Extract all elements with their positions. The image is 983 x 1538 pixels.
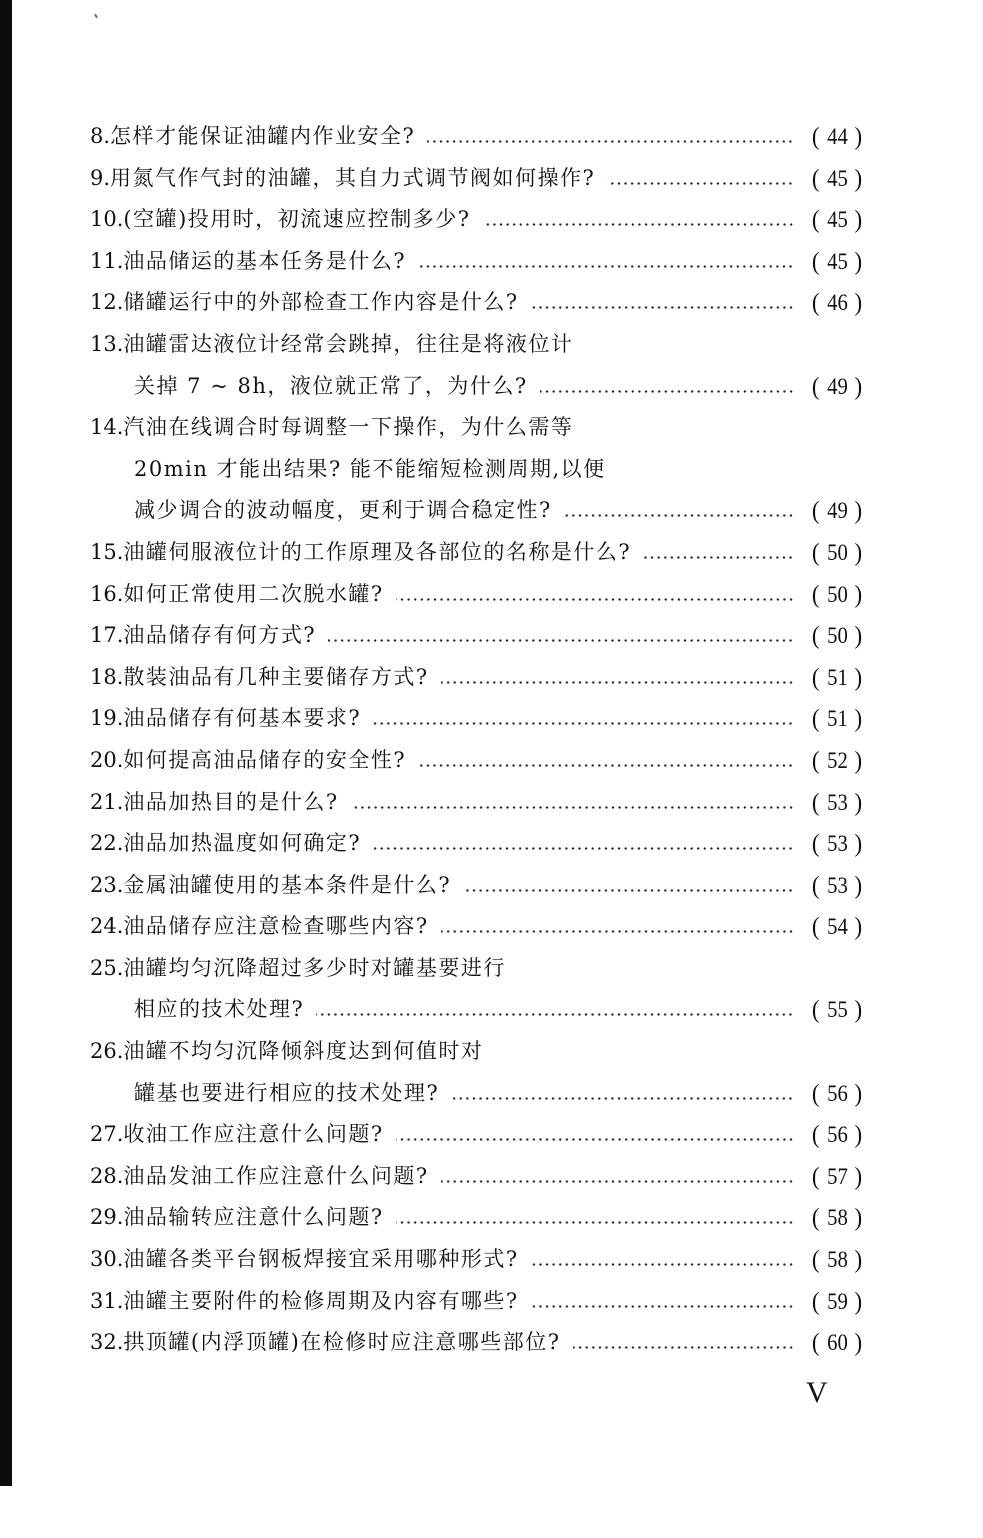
- toc-entry-number: 17.: [90, 623, 124, 648]
- toc-entry-line: [90, 574, 870, 616]
- close-paren: ): [854, 746, 863, 775]
- toc-page-number: [804, 1322, 870, 1364]
- toc-page-number: [804, 823, 870, 865]
- page-number-value: 50: [826, 539, 848, 565]
- open-paren: (: [811, 829, 820, 858]
- close-paren: ): [854, 1245, 863, 1274]
- toc-entry-title: 油品储存应注意检查哪些内容?: [123, 914, 429, 939]
- toc-entry-line: [90, 1197, 870, 1239]
- page-number-value: 53: [826, 789, 848, 815]
- open-paren: (: [811, 205, 820, 234]
- toc-entry-line: [90, 532, 870, 574]
- toc-entry-number: 26.: [90, 1039, 124, 1064]
- toc-entry-title: 油罐雷达液位计经常会跳掉，往往是将液位计: [123, 331, 574, 356]
- open-paren: (: [811, 746, 820, 775]
- page-number-value: 44: [826, 124, 848, 149]
- open-paren: (: [811, 663, 820, 691]
- toc-page-number: [804, 366, 870, 408]
- toc-entry-number: 32.: [90, 1330, 124, 1355]
- toc-entry-line: [90, 698, 870, 740]
- close-paren: ): [854, 1287, 863, 1315]
- open-paren: (: [811, 1328, 820, 1357]
- toc-entry-line: [90, 1031, 870, 1073]
- open-paren: (: [811, 1204, 820, 1232]
- toc-entry-line: [90, 116, 870, 158]
- toc-entry-line: [90, 989, 870, 1031]
- page-number-value: 54: [826, 914, 848, 940]
- close-paren: ): [854, 1204, 863, 1232]
- toc-entry-number: 14.: [90, 415, 124, 440]
- open-paren: (: [811, 372, 820, 400]
- toc-entry-title: 收油工作应注意什么问题?: [123, 1122, 384, 1147]
- close-paren: ): [854, 705, 863, 733]
- dot-leader: [540, 366, 794, 408]
- page-number-value: 49: [826, 373, 848, 399]
- toc-entry-number: 24.: [90, 914, 124, 939]
- toc-entry-number: 19.: [90, 706, 124, 731]
- toc-entry-number: 10.: [90, 207, 124, 232]
- page-number-value: 53: [826, 831, 848, 857]
- toc-page-number: [804, 1073, 870, 1115]
- close-paren: ): [854, 1328, 863, 1357]
- toc-page-number: [804, 490, 870, 532]
- toc-entry-line: [90, 740, 870, 782]
- scan-speck: [94, 14, 98, 18]
- open-paren: (: [811, 996, 820, 1024]
- toc-page-number: [804, 865, 870, 907]
- toc-entry-line: [90, 282, 870, 324]
- page-number-value: 58: [826, 1205, 848, 1231]
- toc-entry-line: [90, 324, 870, 366]
- toc-entry-line: [90, 1281, 870, 1323]
- dot-leader: [316, 989, 794, 1031]
- close-paren: ): [854, 538, 863, 567]
- dot-leader: [643, 532, 794, 574]
- page-number-value: 55: [826, 997, 848, 1023]
- toc-entry-title: 油罐均匀沉降超过多少时对罐基要进行: [123, 955, 506, 980]
- open-paren: (: [811, 871, 820, 899]
- toc-entry-number: 29.: [90, 1205, 124, 1230]
- toc-entry-number: 8.: [90, 124, 111, 148]
- dot-leader: [373, 823, 794, 865]
- dot-leader: [396, 574, 794, 616]
- toc-entry-title: 油品发油工作应注意什么问题?: [123, 1163, 429, 1188]
- toc-entry-title: 油品加热目的是什么?: [123, 789, 339, 814]
- toc-entry-line: [90, 490, 870, 532]
- toc-entry-title: 储罐运行中的外部检查工作内容是什么?: [123, 290, 519, 315]
- toc-entry-title: 油罐主要附件的检修周期及内容有哪些?: [123, 1288, 519, 1313]
- dot-leader: [427, 116, 794, 158]
- page-number-value: 60: [826, 1330, 848, 1356]
- table-of-contents: [90, 116, 870, 1364]
- page-number-value: 52: [826, 747, 848, 773]
- toc-entry-line: [90, 657, 870, 699]
- page-number-value: 45: [826, 248, 848, 274]
- toc-entry-title: 关掉 7 ~ 8h，液位就正常了，为什么?: [134, 373, 528, 398]
- toc-entry-line: [90, 1239, 870, 1281]
- toc-entry-line: [90, 1156, 870, 1198]
- toc-entry-title: 油品储存有何方式?: [123, 623, 317, 648]
- page-folio: V: [806, 1376, 828, 1409]
- close-paren: ): [854, 289, 863, 317]
- open-paren: (: [811, 247, 820, 276]
- toc-page-number: [804, 1239, 870, 1281]
- toc-entry-title: 散装油品有几种主要储存方式?: [123, 664, 429, 689]
- dot-leader: [573, 1322, 794, 1364]
- toc-entry-line: [90, 865, 870, 907]
- close-paren: ): [854, 1120, 863, 1149]
- close-paren: ): [854, 580, 863, 608]
- close-paren: ): [854, 247, 863, 276]
- open-paren: (: [811, 705, 820, 733]
- toc-page-number: [804, 698, 870, 740]
- toc-entry-line: [90, 948, 870, 990]
- toc-entry-line: [90, 1322, 870, 1364]
- dot-leader: [396, 1197, 794, 1239]
- toc-entry-number: 13.: [90, 331, 124, 356]
- dot-leader: [418, 241, 794, 283]
- toc-entry-line: [90, 407, 870, 449]
- toc-entry-line: [90, 823, 870, 865]
- dot-leader: [441, 657, 794, 699]
- toc-entry-line: [90, 906, 870, 948]
- toc-page-number: [804, 199, 870, 241]
- page-number-value: 51: [826, 664, 848, 690]
- toc-entry-number: 27.: [90, 1122, 124, 1147]
- close-paren: ): [854, 788, 863, 816]
- toc-entry-line: [90, 615, 870, 657]
- open-paren: (: [811, 580, 820, 608]
- page-number-value: 49: [826, 498, 848, 524]
- toc-entry-title: 金属油罐使用的基本条件是什么?: [123, 872, 452, 897]
- toc-entry-title: 汽油在线调合时每调整一下操作，为什么需等: [123, 415, 574, 440]
- page-number-value: 53: [826, 872, 848, 898]
- open-paren: (: [811, 122, 820, 151]
- dot-leader: [328, 615, 794, 657]
- toc-page-number: [804, 615, 870, 657]
- toc-page-number: [804, 989, 870, 1031]
- close-paren: ): [854, 205, 863, 234]
- toc-entry-number: 15.: [90, 539, 124, 564]
- toc-page-number: [804, 241, 870, 283]
- toc-entry-number: 28.: [90, 1163, 124, 1188]
- open-paren: (: [811, 913, 820, 941]
- page-number-value: 56: [826, 1122, 848, 1148]
- toc-entry-title: 如何提高油品储存的安全性?: [123, 747, 407, 772]
- dot-leader: [351, 782, 794, 824]
- toc-entry-number: 25.: [90, 955, 124, 980]
- open-paren: (: [811, 1287, 820, 1315]
- page-number-value: 50: [826, 623, 848, 649]
- toc-page-number: [804, 906, 870, 948]
- page-number-value: 50: [826, 581, 848, 607]
- toc-entry-number: 20.: [90, 747, 124, 772]
- toc-entry-number: 16.: [90, 581, 124, 606]
- scan-edge-shadow: [0, 0, 12, 1486]
- open-paren: (: [811, 289, 820, 317]
- toc-entry-line: [90, 1073, 870, 1115]
- toc-entry-title: 油品输转应注意什么问题?: [123, 1205, 384, 1230]
- toc-page-number: [804, 158, 870, 200]
- dot-leader: [564, 490, 794, 532]
- close-paren: ): [854, 122, 863, 151]
- open-paren: (: [811, 788, 820, 816]
- dot-leader: [441, 906, 794, 948]
- close-paren: ): [854, 621, 863, 650]
- toc-page-number: [804, 1281, 870, 1323]
- close-paren: ): [854, 164, 863, 192]
- close-paren: ): [854, 871, 863, 899]
- toc-page-number: [804, 1114, 870, 1156]
- toc-entry-line: [90, 199, 870, 241]
- toc-entry-number: 9.: [90, 165, 111, 190]
- toc-page-number: [804, 532, 870, 574]
- page-number-value: 51: [826, 706, 848, 732]
- open-paren: (: [811, 1245, 820, 1274]
- toc-entry-number: 21.: [90, 789, 124, 814]
- open-paren: (: [811, 164, 820, 192]
- toc-entry-line: [90, 241, 870, 283]
- toc-entry-title: 如何正常使用二次脱水罐?: [123, 581, 384, 606]
- open-paren: (: [811, 1162, 820, 1191]
- toc-entry-title: 油品储存有何基本要求?: [123, 706, 362, 731]
- toc-page-number: [804, 1197, 870, 1239]
- toc-entry-number: 31.: [90, 1288, 124, 1313]
- toc-page-number: [804, 740, 870, 782]
- open-paren: (: [811, 497, 820, 525]
- toc-page-number: [804, 1156, 870, 1198]
- page-number-value: 56: [826, 1080, 848, 1106]
- toc-entry-line: [90, 366, 870, 408]
- close-paren: ): [854, 663, 863, 691]
- open-paren: (: [811, 1120, 820, 1149]
- toc-entry-number: 11.: [90, 248, 124, 273]
- close-paren: ): [854, 1162, 863, 1191]
- dot-leader: [463, 865, 794, 907]
- dot-leader: [418, 740, 794, 782]
- dot-leader: [531, 1239, 794, 1281]
- toc-page-number: [804, 574, 870, 616]
- toc-entry-title: (空罐)投用时，初流速应控制多少?: [123, 207, 471, 232]
- page-number-value: 58: [826, 1247, 848, 1273]
- toc-page-number: [804, 282, 870, 324]
- toc-page-number: [804, 116, 870, 158]
- open-paren: (: [811, 538, 820, 567]
- close-paren: ): [854, 1079, 863, 1107]
- dot-leader: [531, 282, 794, 324]
- toc-entry-title: 减少调合的波动幅度，更利于调合稳定性?: [134, 498, 552, 523]
- close-paren: ): [854, 996, 863, 1024]
- dot-leader: [373, 698, 794, 740]
- toc-entry-title: 拱顶罐(内浮顶罐)在检修时应注意哪些部位?: [123, 1330, 561, 1355]
- toc-entry-title: 油品加热温度如何确定?: [123, 831, 362, 856]
- dot-leader: [531, 1281, 794, 1323]
- toc-entry-title: 油罐各类平台钢板焊接宜采用哪种形式?: [123, 1247, 519, 1272]
- toc-entry-number: 18.: [90, 664, 124, 689]
- dot-leader: [607, 158, 794, 200]
- toc-entry-title: 油罐伺服液位计的工作原理及各部位的名称是什么?: [123, 539, 632, 564]
- toc-entry-line: [90, 1114, 870, 1156]
- dot-leader: [441, 1156, 794, 1198]
- toc-entry-title: 相应的技术处理?: [134, 997, 305, 1022]
- toc-page-number: [804, 657, 870, 699]
- page-number-value: 46: [826, 290, 848, 316]
- toc-entry-title: 油罐不均匀沉降倾斜度达到何值时对: [123, 1039, 484, 1064]
- toc-entry-number: 23.: [90, 872, 124, 897]
- toc-entry-line: [90, 449, 870, 491]
- close-paren: ): [854, 372, 863, 400]
- open-paren: (: [811, 621, 820, 650]
- page-number-value: 45: [826, 207, 848, 233]
- close-paren: ): [854, 497, 863, 525]
- toc-entry-title: 用氮气作气封的油罐，其自力式调节阀如何操作?: [110, 165, 596, 190]
- dot-leader: [483, 199, 794, 241]
- toc-entry-line: [90, 782, 870, 824]
- toc-entry-title: 油品储运的基本任务是什么?: [123, 248, 407, 273]
- dot-leader: [396, 1114, 794, 1156]
- toc-entry-line: [90, 158, 870, 200]
- toc-page-number: [804, 782, 870, 824]
- page-number-value: 57: [826, 1163, 848, 1189]
- toc-entry-number: 22.: [90, 831, 124, 856]
- page-number-value: 45: [826, 165, 848, 191]
- close-paren: ): [854, 913, 863, 941]
- toc-entry-number: 12.: [90, 290, 124, 315]
- open-paren: (: [811, 1079, 820, 1107]
- dot-leader: [451, 1073, 794, 1115]
- toc-entry-title: 20min 才能出结果? 能不能缩短检测周期,以便: [134, 456, 606, 481]
- close-paren: ): [854, 829, 863, 858]
- toc-entry-number: 30.: [90, 1247, 124, 1272]
- page-number-value: 59: [826, 1288, 848, 1314]
- toc-entry-title: 怎样才能保证油罐内作业安全?: [110, 124, 416, 148]
- toc-entry-title: 罐基也要进行相应的技术处理?: [134, 1080, 440, 1105]
